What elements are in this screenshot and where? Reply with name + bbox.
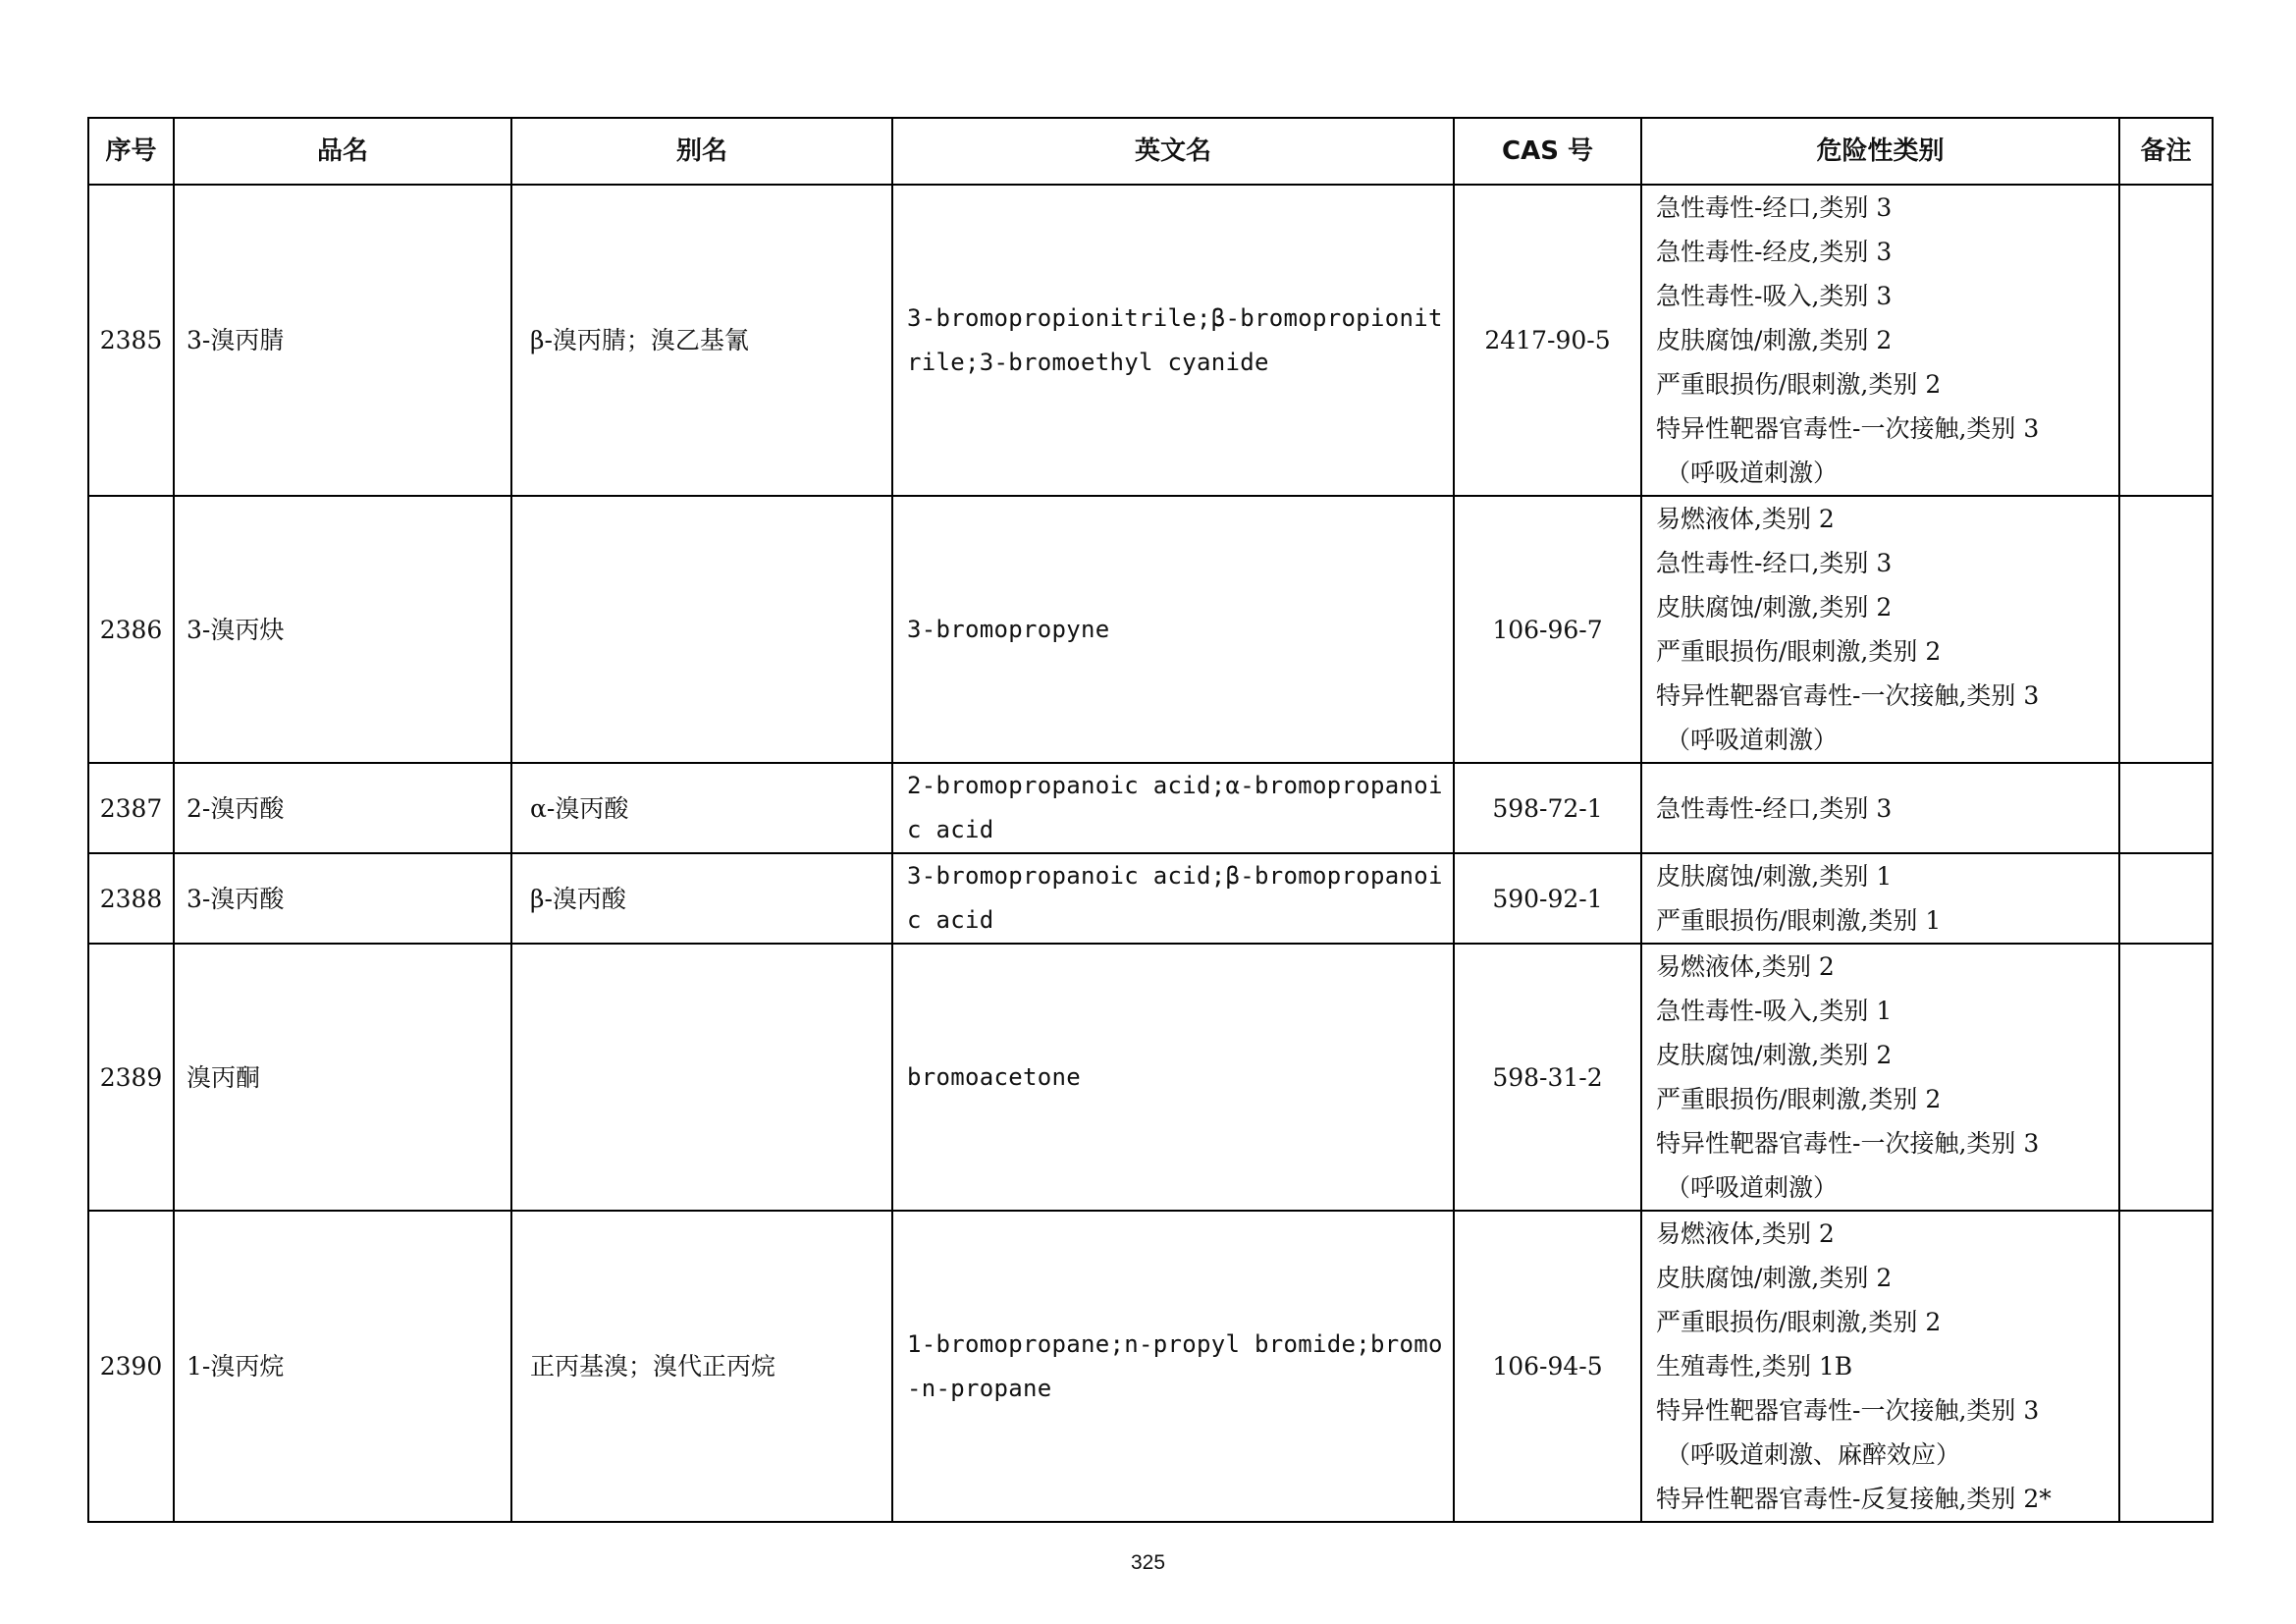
hazard-line: 严重眼损伤/眼刺激,类别 2 xyxy=(1656,1308,1942,1336)
hazard-line: 皮肤腐蚀/刺激,类别 2 xyxy=(1656,1041,1893,1069)
cas-number: 598-72-1 xyxy=(1454,763,1641,853)
hazard-line: 急性毒性-吸入,类别 3 xyxy=(1656,282,1893,310)
page-number: 325 xyxy=(1130,1551,1166,1574)
note xyxy=(2119,496,2213,763)
product-name: 溴丙酮 xyxy=(174,944,511,1211)
product-name: 2-溴丙酸 xyxy=(174,763,511,853)
alias: β-溴丙腈；溴乙基氰 xyxy=(511,185,892,496)
hazard-line: 皮肤腐蚀/刺激,类别 2 xyxy=(1656,1264,1893,1292)
hazard-line: （呼吸道刺激、麻醉效应） xyxy=(1666,1440,1961,1469)
alias xyxy=(511,944,892,1211)
hazard-line: 严重眼损伤/眼刺激,类别 2 xyxy=(1656,370,1942,399)
note xyxy=(2119,1211,2213,1522)
product-name: 3-溴丙酸 xyxy=(174,853,511,944)
row-number: 2386 xyxy=(88,496,174,763)
alias xyxy=(511,496,892,763)
column-header-hazard: 危险性类别 xyxy=(1641,118,2119,185)
table-row xyxy=(88,185,2213,496)
note xyxy=(2119,944,2213,1211)
hazard-categories xyxy=(1641,185,2119,496)
row-number: 2390 xyxy=(88,1211,174,1522)
hazard-line: 皮肤腐蚀/刺激,类别 1 xyxy=(1656,862,1893,891)
english-name: 2-bromopropanoic acid;α-bromopropanoic acid xyxy=(892,763,1454,853)
hazard-categories xyxy=(1641,1211,2119,1522)
hazard-line: （呼吸道刺激） xyxy=(1666,1173,1839,1202)
hazard-line: 急性毒性-经皮,类别 3 xyxy=(1656,238,1893,266)
column-header-no: 序号 xyxy=(88,118,174,185)
hazard-line: 严重眼损伤/眼刺激,类别 2 xyxy=(1656,637,1942,666)
hazard-line: 易燃液体,类别 2 xyxy=(1656,1219,1835,1248)
product-name: 1-溴丙烷 xyxy=(174,1211,511,1522)
hazard-line: 急性毒性-经口,类别 3 xyxy=(1656,549,1893,577)
english-name: 1-bromopropane;n-propyl bromide;bromo-n-propane xyxy=(892,1211,1454,1522)
hazard-line: 易燃液体,类别 2 xyxy=(1656,505,1835,533)
table-header-row xyxy=(88,118,2213,185)
hazard-line: 严重眼损伤/眼刺激,类别 1 xyxy=(1656,906,1942,935)
table-row xyxy=(88,944,2213,1211)
table-row xyxy=(88,763,2213,853)
column-header-english-name: 英文名 xyxy=(892,118,1454,185)
row-number: 2388 xyxy=(88,853,174,944)
hazard-line: 特异性靶器官毒性-一次接触,类别 3 xyxy=(1656,1396,2040,1425)
hazard-line: 急性毒性-吸入,类别 1 xyxy=(1656,997,1893,1025)
hazard-line: 严重眼损伤/眼刺激,类别 2 xyxy=(1656,1085,1942,1113)
hazard-line: 特异性靶器官毒性-反复接触,类别 2* xyxy=(1656,1485,2052,1513)
english-name: 3-bromopropyne xyxy=(892,496,1454,763)
hazard-line: 皮肤腐蚀/刺激,类别 2 xyxy=(1656,326,1893,354)
hazard-line: 生殖毒性,类别 1B xyxy=(1656,1352,1853,1380)
note xyxy=(2119,763,2213,853)
hazard-line: 特异性靶器官毒性-一次接触,类别 3 xyxy=(1656,414,2040,443)
row-number: 2385 xyxy=(88,185,174,496)
column-header-cas: CAS 号 xyxy=(1454,118,1641,185)
product-name: 3-溴丙炔 xyxy=(174,496,511,763)
cas-number: 106-94-5 xyxy=(1454,1211,1641,1522)
cas-number: 598-31-2 xyxy=(1454,944,1641,1211)
hazard-line: 特异性靶器官毒性-一次接触,类别 3 xyxy=(1656,1129,2040,1158)
hazard-line: 易燃液体,类别 2 xyxy=(1656,952,1835,981)
alias: β-溴丙酸 xyxy=(511,853,892,944)
hazard-categories xyxy=(1641,853,2119,944)
column-header-alias: 别名 xyxy=(511,118,892,185)
hazard-line: 特异性靶器官毒性-一次接触,类别 3 xyxy=(1656,681,2040,710)
hazard-categories xyxy=(1641,763,2119,853)
row-number: 2387 xyxy=(88,763,174,853)
table-row xyxy=(88,853,2213,944)
english-name: bromoacetone xyxy=(892,944,1454,1211)
hazard-categories xyxy=(1641,944,2119,1211)
hazard-line: 急性毒性-经口,类别 3 xyxy=(1656,193,1893,222)
hazard-line: 急性毒性-经口,类别 3 xyxy=(1656,793,1893,823)
column-header-note: 备注 xyxy=(2119,118,2213,185)
english-name: 3-bromopropionitrile;β-bromopropionitrile;3-bromoethyl cyanide xyxy=(892,185,1454,496)
cas-number: 2417-90-5 xyxy=(1454,185,1641,496)
chemical-catalog-table xyxy=(87,117,2214,1523)
alias: 正丙基溴；溴代正丙烷 xyxy=(511,1211,892,1522)
table-row xyxy=(88,1211,2213,1522)
hazard-line: （呼吸道刺激） xyxy=(1666,726,1839,754)
cas-number: 590-92-1 xyxy=(1454,853,1641,944)
note xyxy=(2119,185,2213,496)
cas-number: 106-96-7 xyxy=(1454,496,1641,763)
hazard-line: 皮肤腐蚀/刺激,类别 2 xyxy=(1656,593,1893,622)
hazard-categories xyxy=(1641,496,2119,763)
table-row xyxy=(88,496,2213,763)
note xyxy=(2119,853,2213,944)
column-header-name: 品名 xyxy=(174,118,511,185)
row-number: 2389 xyxy=(88,944,174,1211)
english-name: 3-bromopropanoic acid;β-bromopropanoic acid xyxy=(892,853,1454,944)
hazard-line: （呼吸道刺激） xyxy=(1666,459,1839,487)
alias: α-溴丙酸 xyxy=(511,763,892,853)
product-name: 3-溴丙腈 xyxy=(174,185,511,496)
